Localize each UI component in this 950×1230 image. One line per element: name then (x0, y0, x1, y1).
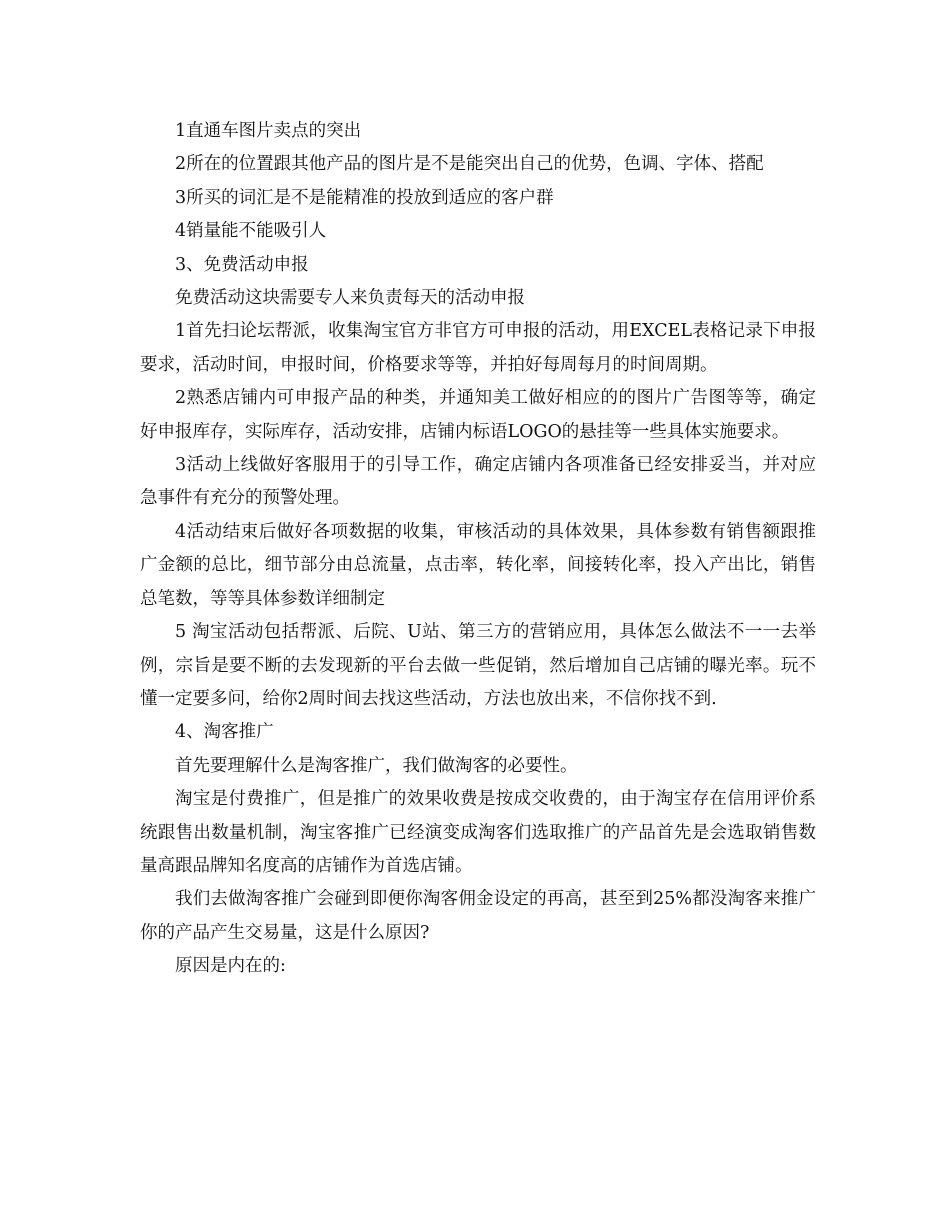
paragraph-8: 2熟悉店铺内可申报产品的种类，并通知美工做好相应的的图片广告图等等，确定好申报库存，实际库存，活动安排，店铺内标语LOGO的悬挂等一些具体实施要求。 (140, 388, 816, 442)
paragraph-1: 1直通车图片卖点的突出 (175, 121, 362, 141)
paragraph-10: 4活动结束后做好各项数据的收集，审核活动的具体效果，具体参数有销售额跟推广金额的总比，细节部分由总流量，点击率，转化率，间接转化率，投入产出比，销售总笔数，等等具体参数详细制定 (140, 521, 816, 609)
paragraph-13: 首先要理解什么是淘客推广，我们做淘客的必要性。 (175, 755, 578, 776)
paragraph-6: 免费活动这块需要专人来负责每天的活动申报 (175, 288, 525, 309)
paragraph-3: 3所买的词汇是不是能精准的投放到适应的客户群 (175, 187, 554, 208)
section-heading-taoke: 4、淘客推广 (175, 722, 274, 743)
paragraph-2: 2所在的位置跟其他产品的图片是不是能突出自己的优势，色调、字体、搭配 (175, 154, 764, 175)
paragraph-16: 原因是内在的: (175, 956, 286, 977)
section-heading-free-activity: 3、免费活动申报 (175, 254, 309, 275)
paragraph-15: 我们去做淘客推广会碰到即便你淘客佣金设定的再高，甚至到25%都没淘客来推广你的产品产生交易量，这是什么原因? (140, 889, 816, 943)
document-body (140, 115, 816, 984)
paragraph-9: 3活动上线做好客服用于的引导工作，确定店铺内各项准备已经安排妥当，并对应急事件有充分的预警处理。 (140, 455, 816, 509)
paragraph-4: 4销量能不能吸引人 (175, 221, 327, 242)
paragraph-7: 1首先扫论坛帮派，收集淘宝官方非官方可申报的活动，用EXCEL表格记录下申报要求，活动时间，申报时间，价格要求等等，并拍好每周每月的时间周期。 (140, 321, 816, 375)
paragraph-11: 5 淘宝活动包括帮派、后院、U站、第三方的营销应用，具体怎么做法不一一去举例，宗旨是要不断的去发现新的平台去做一些促销，然后增加自己店铺的曝光率。玩不懂一定要多问，给你2周时间去找这些活动，方法也放出来，不信你找不到. (140, 622, 816, 709)
paragraph-14: 淘宝是付费推广，但是推广的效果收费是按成交收费的，由于淘宝存在信用评价系统跟售出数量机制，淘宝客推广已经演变成淘客们选取推广的产品首先是会选取销售数量高跟品牌知名度高的店铺作为首选店铺。 (140, 789, 816, 876)
